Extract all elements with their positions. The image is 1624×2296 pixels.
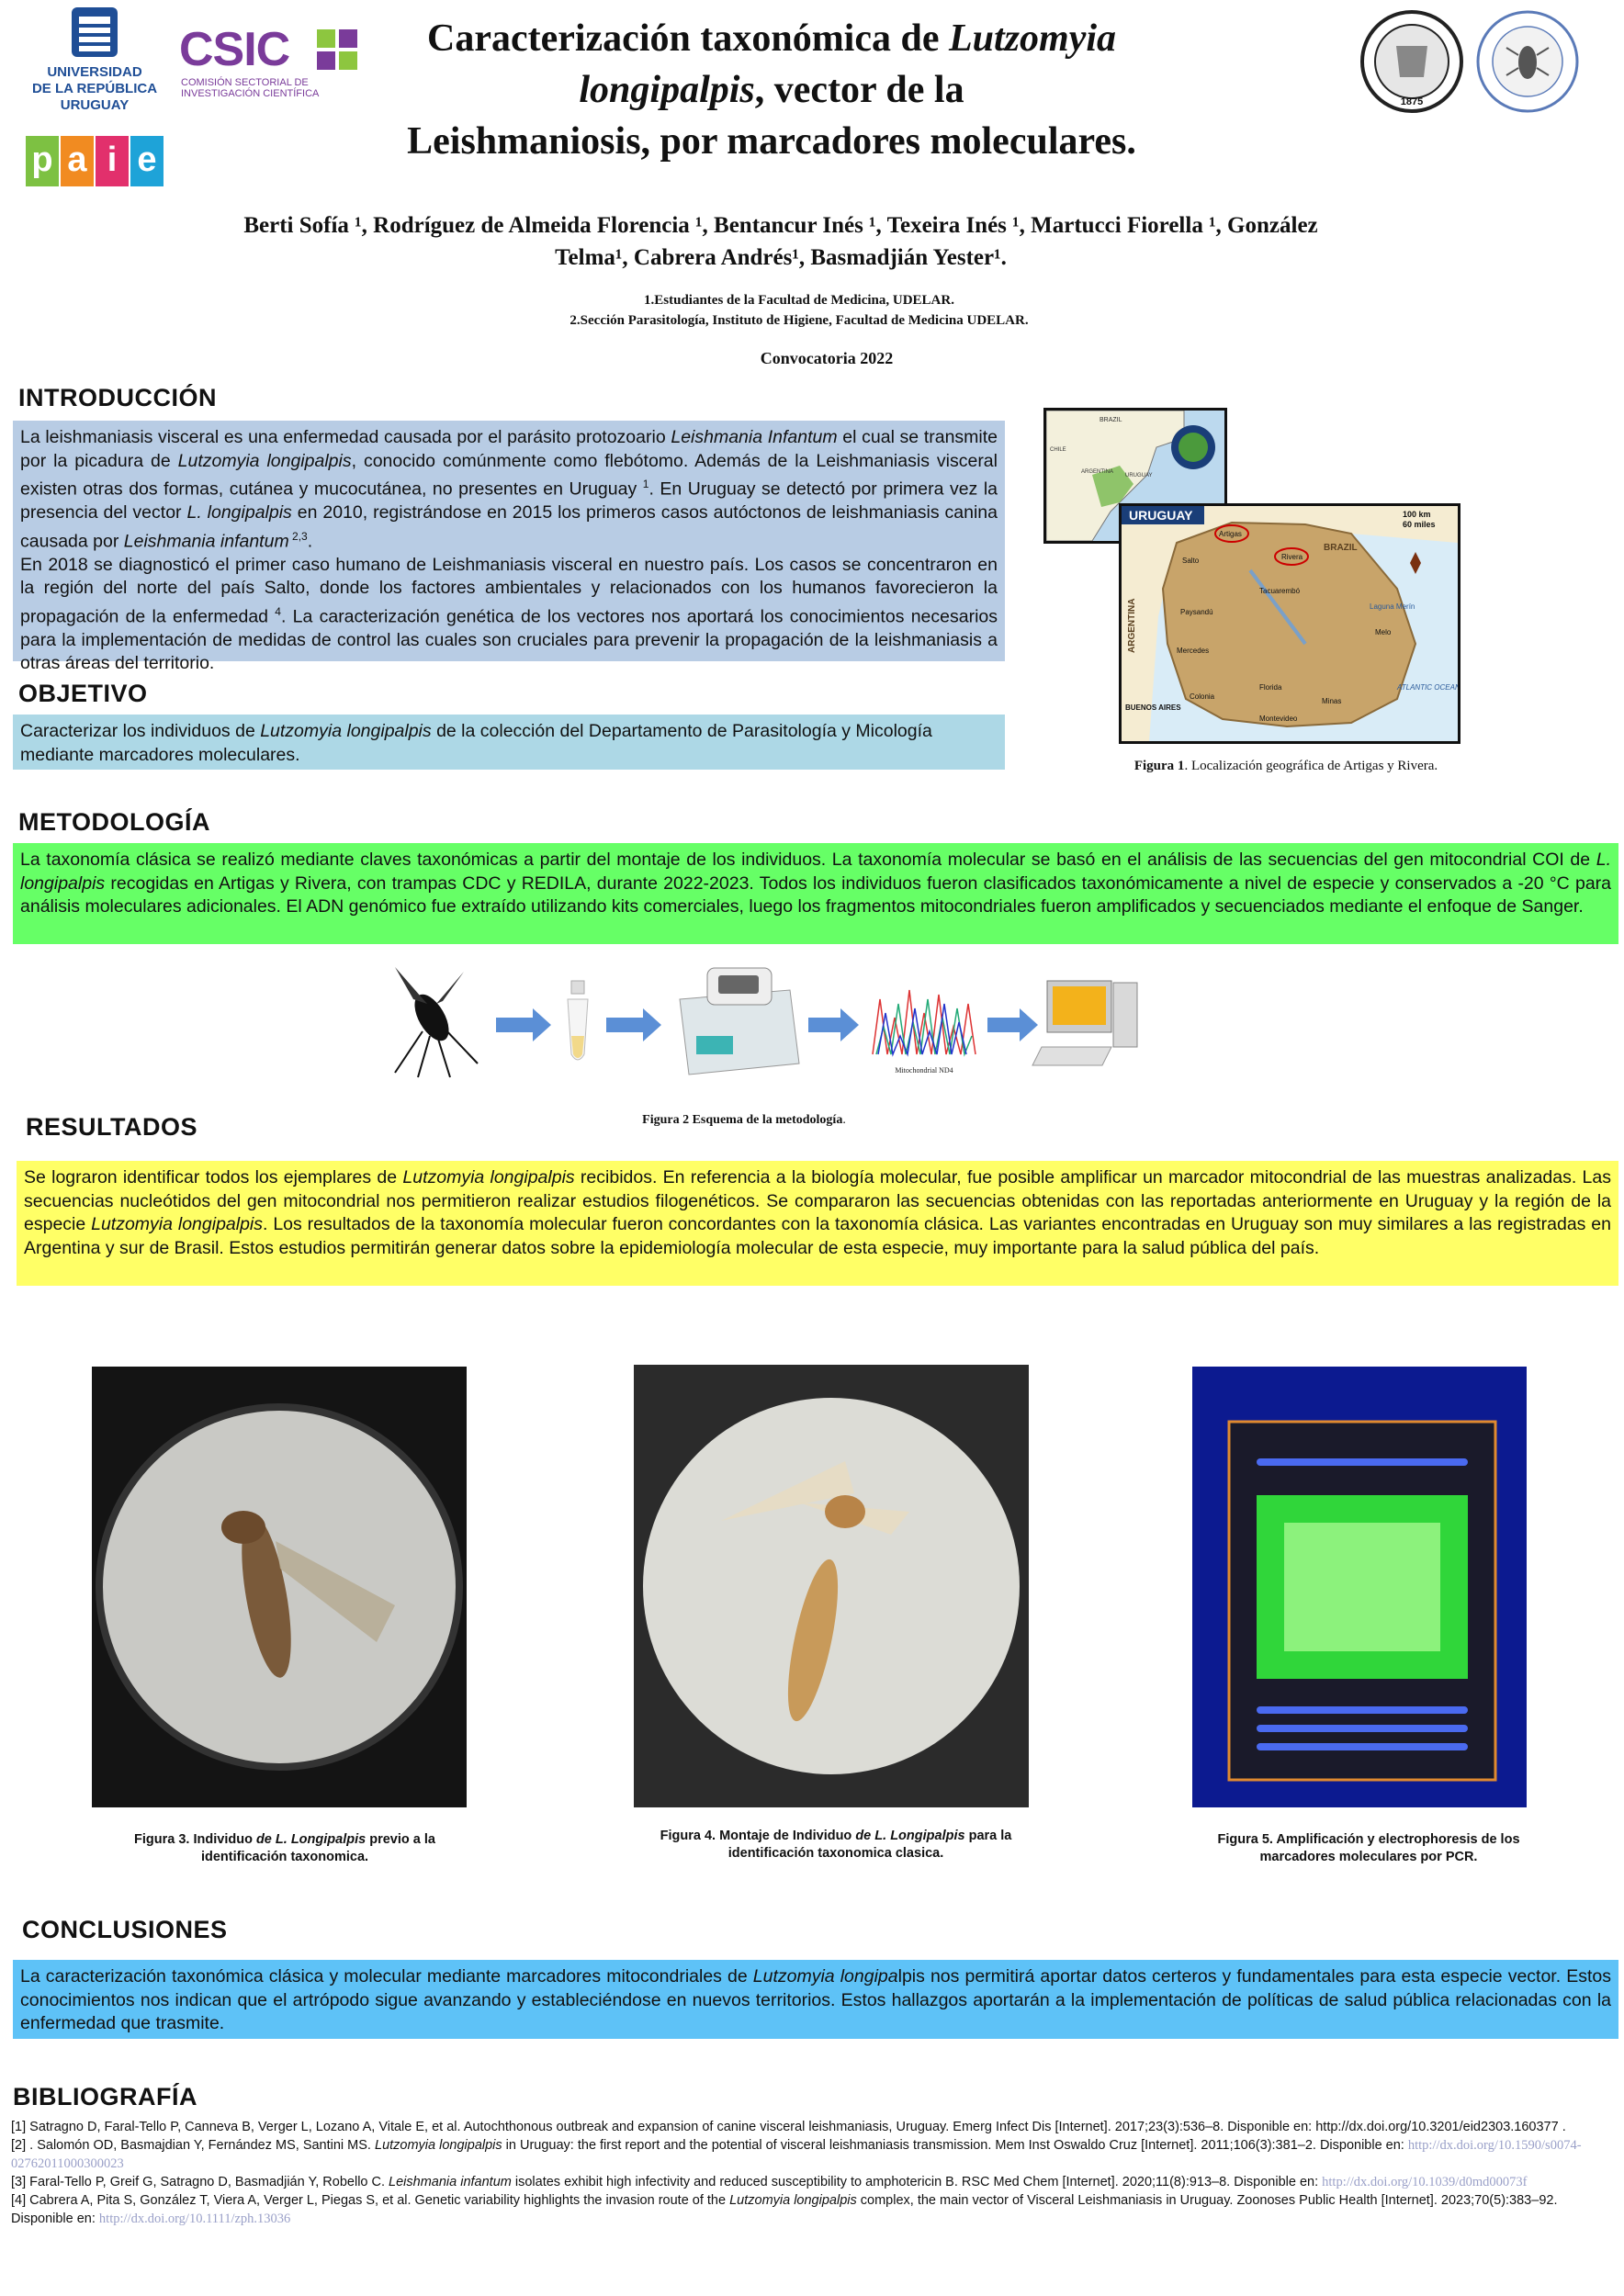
methodology-scheme-drawing bbox=[377, 962, 1148, 1082]
figure3-caption-text: Figura 3. Individuo bbox=[134, 1832, 256, 1847]
arrow-icon bbox=[808, 1008, 859, 1041]
map-label-melo: Melo bbox=[1375, 628, 1392, 636]
resultados-italic: Lutzomyia longipalpis bbox=[402, 1167, 575, 1187]
inset-label-chile: CHILE bbox=[1050, 447, 1066, 453]
reference-3-text: [3] Faral-Tello P, Greif G, Satragno D, Basmadjián Y, Robello C. bbox=[11, 2175, 389, 2189]
paie-logo bbox=[26, 136, 164, 186]
intro-citation: 1 bbox=[642, 478, 649, 490]
conclusiones-box bbox=[13, 1960, 1618, 2039]
map-scale-mi: 60 miles bbox=[1403, 520, 1436, 529]
reference-4 bbox=[11, 2191, 1591, 2228]
resultados-text: . Los resultados de la taxonomía molecular fueron concordantes con la taxonomía clásica. Las variantes encontradas en Uruguay son muy similares a las registradas en Argentina y sur de Brasil. Estos estudios permitirán generar datos sobre la epidemiología molecular de esta especie, muy importante para la salud pública del país. bbox=[24, 1214, 1612, 1258]
resultados-box bbox=[17, 1161, 1618, 1286]
uruguay-map bbox=[1119, 503, 1460, 744]
figure2-caption-text: . bbox=[842, 1113, 846, 1127]
reference-4-link[interactable]: http://dx.doi.org/10.1111/zph.13036 bbox=[98, 2212, 291, 2226]
figure5-photo bbox=[1192, 1367, 1527, 1807]
intro-text: En 2018 se diagnosticó el primer caso humano de Leishmaniasis visceral en nuestro país. Los casos se concentraron en la región del norte del país Salto, donde los factores ambientales y relacionados con los humanos favorecieron la propagación de la enfermedad bbox=[20, 554, 998, 626]
arrow-icon bbox=[987, 1008, 1038, 1041]
conclusiones-heading: CONCLUSIONES bbox=[22, 1916, 228, 1943]
map-label-laguna: Laguna Merín bbox=[1370, 602, 1415, 611]
intro-italic: Leishmania infantum bbox=[123, 531, 289, 551]
figure1-caption-label: Figura 1 bbox=[1133, 759, 1185, 773]
intro-text: . bbox=[307, 531, 313, 551]
reference-3-italic: Leishmania infantum bbox=[389, 2175, 512, 2189]
figure5-caption: Figura 5. Amplificación y electrophoresis de los marcadores moleculares por PCR. bbox=[1217, 1832, 1520, 1864]
objetivo-box bbox=[13, 715, 1005, 770]
csic-sub-line1: COMISIÓN SECTORIAL DE bbox=[181, 77, 309, 88]
convocatoria: Convocatoria 2022 bbox=[760, 349, 894, 367]
reference-4-text: [4] Cabrera A, Pita S, González T, Viera A, Verger L, Piegas S, et al. Genetic variability highlights the invasion route of the bbox=[11, 2193, 730, 2208]
csic-logo bbox=[179, 24, 363, 97]
map-label-argentina: ARGENTINA bbox=[1127, 598, 1137, 653]
figure4-caption-text: para la identificación taxonomica clasica. bbox=[727, 1829, 1012, 1861]
reference-4-text: complex, the main vector of Visceral Leishmaniasis in Uruguay. Zoonoses Public Health [Internet]. 2023;70(5):383–92. Disponible en: bbox=[11, 2193, 1558, 2226]
bibliografia-heading: BIBLIOGRAFÍA bbox=[13, 2083, 197, 2110]
map-label-brazil: BRAZIL bbox=[1324, 543, 1358, 553]
title-line1-text: Caracterización taxonómica de bbox=[426, 17, 949, 60]
title-line1-italic: Lutzomyia bbox=[949, 17, 1117, 60]
resultados-text: Se lograron identificar todos los ejemplares de bbox=[24, 1167, 403, 1187]
intro-text: en 2010, registrándose en 2015 los primeros casos autóctonos de leishmaniasis canina causada por bbox=[20, 502, 998, 551]
intro-citation: 4 bbox=[275, 604, 281, 618]
map-label-tacuarembo: Tacuarembó bbox=[1259, 587, 1301, 595]
conclusiones-text: La caracterización taxonómica clásica y molecular mediante marcadores mitocondriales de bbox=[20, 1966, 753, 1986]
reference-3-text: isolates exhibit high infectivity and reduced susceptibility to amphotericin B. RSC Med Chem [Internet]. 2020;11(8):913–8. Disponible en: bbox=[511, 2175, 1323, 2189]
objetivo-heading: OBJETIVO bbox=[18, 680, 148, 707]
reference-3-link[interactable]: http://dx.doi.org/10.1039/d0md00073f bbox=[1322, 2175, 1528, 2189]
metodologia-box bbox=[13, 843, 1618, 944]
metodologia-italic: L. longipalpis bbox=[20, 850, 1611, 894]
paie-letter-i: i bbox=[96, 136, 129, 186]
title-line2-text: , vector de la bbox=[754, 69, 964, 111]
microscope-sandfly-photo bbox=[92, 1367, 467, 1807]
affiliations bbox=[404, 290, 1194, 331]
inset-label-uruguay: URUGUAY bbox=[1125, 473, 1153, 478]
introduccion-box bbox=[13, 421, 1005, 673]
intro-text: el cual se transmite por la picadura de bbox=[20, 427, 998, 471]
map-label-mercedes: Mercedes bbox=[1177, 647, 1210, 655]
medicine-seal-icon bbox=[1359, 9, 1464, 114]
udelar-name-line1: UNIVERSIDAD bbox=[47, 64, 142, 80]
intro-text: , conocido comúnmente como flebótomo. Además de la Leishmaniasis visceral existen otras dos formas, cutánea y mucocutánea, no presentes en Uruguay bbox=[20, 450, 998, 500]
csic-sub-line2: INVESTIGACIÓN CIENTÍFICA bbox=[181, 88, 320, 99]
map-label-artigas: Artigas bbox=[1219, 530, 1242, 538]
seal-year: 1875 bbox=[1400, 96, 1424, 107]
intro-italic: Lutzomyia longipalpis bbox=[177, 450, 352, 471]
sample-tube-icon bbox=[568, 981, 588, 1060]
reference-2-link[interactable]: http://dx.doi.org/10.1590/s0074-02762011000300023 bbox=[11, 2138, 1582, 2171]
reference-1: [1] Satragno D, Faral-Tello P, Canneva B, Verger L, Lozano A, Vitale E, et al. Autochthonous outbreak and expansion of canine visceral leishmaniasis, Uruguay. Emerg Infect Dis [Internet]. 2017;23(3):536–8. Disponible en: http://dx.doi.org/10.3201/eid2303.160377 . bbox=[11, 2120, 1566, 2134]
thermocycler-icon bbox=[680, 968, 799, 1075]
arrow-icon bbox=[496, 1008, 551, 1041]
chromatogram-label: Mitochondrial ND4 bbox=[895, 1066, 953, 1075]
poster-title bbox=[367, 13, 1176, 167]
intro-italic: L. longipalpis bbox=[186, 502, 292, 523]
conclusiones-italic: Lutzomyia longipa bbox=[752, 1966, 898, 1986]
parasitology-seal-icon bbox=[1475, 9, 1580, 114]
map-label-buenos-aires: BUENOS AIRES bbox=[1125, 703, 1181, 712]
objetivo-text: Caracterizar los individuos de bbox=[20, 721, 261, 741]
parasitologia-seal bbox=[1475, 9, 1580, 114]
authors-line2: Telma¹, Cabrera Andrés¹, Basmadjián Yester¹. bbox=[555, 245, 1007, 270]
metodologia-heading: METODOLOGÍA bbox=[18, 808, 211, 836]
figure3-caption-italic: de L. Longipalpis bbox=[255, 1832, 367, 1847]
resultados-italic: Lutzomyia longipalpis bbox=[91, 1214, 264, 1234]
metodologia-text: recogidas en Artigas y Rivera, con trampas CDC y REDILA, durante 2022-2023. Todos los individuos fueron clasificados taxonómicamente a nivel de especie y conservados a -20 °C para análisis moleculares adicionales. El ADN genómico fue extraído utilizando kits comerciales, luego los fragmentos mitocondriales fueron amplificados y secuenciados mediante el enfoque de Sanger. bbox=[20, 872, 1611, 917]
affiliation-2: 2.Sección Parasitología, Instituto de Higiene, Facultad de Medicina UDELAR. bbox=[570, 313, 1029, 328]
reference-2-italic: Lutzomyia longipalpis bbox=[375, 2138, 502, 2153]
computer-icon bbox=[1032, 981, 1137, 1065]
udelar-name-line3: URUGUAY bbox=[60, 97, 130, 113]
intro-citation: 2,3 bbox=[288, 529, 308, 543]
bibliography-list bbox=[11, 2118, 1591, 2228]
objetivo-italic: Lutzomyia longipalpis bbox=[260, 721, 432, 741]
udelar-name-line2: DE LA REPÚBLICA bbox=[31, 81, 158, 96]
intro-text: La leishmaniasis visceral es una enfermedad causada por el parásito protozoario bbox=[20, 427, 671, 447]
paie-letter-a: a bbox=[61, 136, 94, 186]
reference-4-italic: Lutzomyia longipalpis bbox=[729, 2193, 857, 2208]
introduccion-heading: INTRODUCCIÓN bbox=[18, 384, 217, 411]
inset-label-brazil: BRAZIL bbox=[1100, 417, 1122, 423]
figure4-caption bbox=[652, 1828, 1020, 1863]
sandfly-mount-photo bbox=[634, 1365, 1029, 1807]
resultados-heading: RESULTADOS bbox=[26, 1113, 197, 1141]
intro-text: . En Uruguay se detectó por primera vez la presencia del vector bbox=[20, 478, 998, 523]
title-line3: Leishmaniosis, por marcadores moleculares. bbox=[407, 120, 1136, 163]
reference-3 bbox=[11, 2173, 1591, 2191]
map-label-paysandu: Paysandú bbox=[1180, 608, 1213, 616]
inset-label-argentina: ARGENTINA bbox=[1081, 469, 1114, 475]
intro-italic: Leishmania Infantum bbox=[671, 427, 838, 447]
reference-2-text: in Uruguay: the first report and the potential of visceral leishmaniasis transmission. Mem Inst Oswaldo Cruz [Internet]. 2011;106(3):381–2. Disponible en: bbox=[502, 2138, 1408, 2153]
figure3-photo bbox=[92, 1367, 467, 1807]
map-scale-km: 100 km bbox=[1403, 510, 1431, 519]
map-label-montevideo: Montevideo bbox=[1259, 715, 1298, 723]
objetivo-text: de la colección del Departamento de Parasitología y Micología mediante marcadores moleculares. bbox=[20, 721, 932, 765]
electrophoresis-gel-photo bbox=[1192, 1367, 1527, 1807]
csic-name: CSIC bbox=[179, 23, 290, 76]
map-title: URUGUAY bbox=[1129, 508, 1193, 523]
paie-letter-p: p bbox=[26, 136, 59, 186]
map-label-minas: Minas bbox=[1322, 697, 1342, 705]
authors-line1: Berti Sofía ¹, Rodríguez de Almeida Florencia ¹, Bentancur Inés ¹, Texeira Inés ¹, Martucci Fiorella ¹, González bbox=[243, 213, 1318, 238]
sandfly-icon bbox=[395, 967, 478, 1077]
methodology-scheme bbox=[377, 962, 1148, 1082]
map-label-rivera: Rivera bbox=[1281, 553, 1303, 561]
uruguay-map-drawing bbox=[1122, 506, 1458, 741]
figure2-caption-label: Figura 2 Esquema de la metodología bbox=[642, 1113, 843, 1127]
authors bbox=[175, 209, 1387, 274]
reference-2 bbox=[11, 2136, 1591, 2173]
chromatogram-icon bbox=[873, 990, 976, 1075]
arrow-icon bbox=[606, 1008, 661, 1041]
metodologia-text: La taxonomía clásica se realizó mediante claves taxonómicas a partir del montaje de los individuos. La taxonomía molecular se basó en el análisis de las secuencias del gen mitocondrial COI de bbox=[20, 850, 1596, 870]
conclusiones-text: lpis nos permitirá aportar datos certeros y fundamentales para esta especie vector. Estos conocimientos nos indican que el artrópodo sigue avanzando y estableciéndose en nuevos territorios. Estos hallazgos aportarán a la implementación de políticas de salud pública relacionadas con la enfermedad que trasmite. bbox=[20, 1966, 1611, 2033]
reference-2-text: [2] . Salomón OD, Basmajdian Y, Fernández MS, Santini MS. bbox=[11, 2138, 375, 2153]
udelar-logo bbox=[26, 4, 164, 128]
figure1-caption-text: . Localización geográfica de Artigas y Rivera. bbox=[1184, 759, 1438, 773]
figure4-caption-italic: de L. Longipalpis bbox=[855, 1829, 965, 1843]
map-label-salto: Salto bbox=[1182, 557, 1200, 565]
figure4-caption-text: Figura 4. Montaje de Individuo bbox=[660, 1829, 856, 1843]
facultad-medicina-seal bbox=[1359, 9, 1464, 114]
map-label-florida: Florida bbox=[1259, 683, 1282, 692]
figure3-caption-text: previo a la identificación taxonomica. bbox=[200, 1832, 435, 1864]
affiliation-1: 1.Estudiantes de la Facultad de Medicina, UDELAR. bbox=[644, 293, 954, 308]
resultados-text: recibidos. En referencia a la biología molecular, fue posible amplificar un marcador mitocondrial de las muestras analizadas. Las secuencias nucleótidos del gen mitocondrial nos permitieron realizar estudios filogenéticos. Se compararon las secuencias obtenidas con las reportadas anteriormente en Uruguay y la región de la especie bbox=[24, 1167, 1611, 1234]
intro-text: . La caracterización genética de los vectores nos aportará los conocimientos necesarios para la implementación de medidas de control las cuales son cruciales para prevenir la propagación de la leishmaniasis a otras áreas del territorio. bbox=[20, 606, 998, 673]
figure2-caption bbox=[514, 1113, 974, 1128]
title-line2-italic: longipalpis bbox=[579, 69, 755, 111]
map-label-colonia: Colonia bbox=[1190, 692, 1215, 701]
figure4-photo bbox=[634, 1365, 1029, 1807]
figure3-caption bbox=[101, 1831, 468, 1866]
csic-squares-icon bbox=[317, 29, 357, 70]
map-label-ocean: ATLANTIC OCEAN bbox=[1397, 683, 1458, 692]
figure1-caption bbox=[1066, 759, 1506, 774]
paie-letter-e: e bbox=[130, 136, 164, 186]
